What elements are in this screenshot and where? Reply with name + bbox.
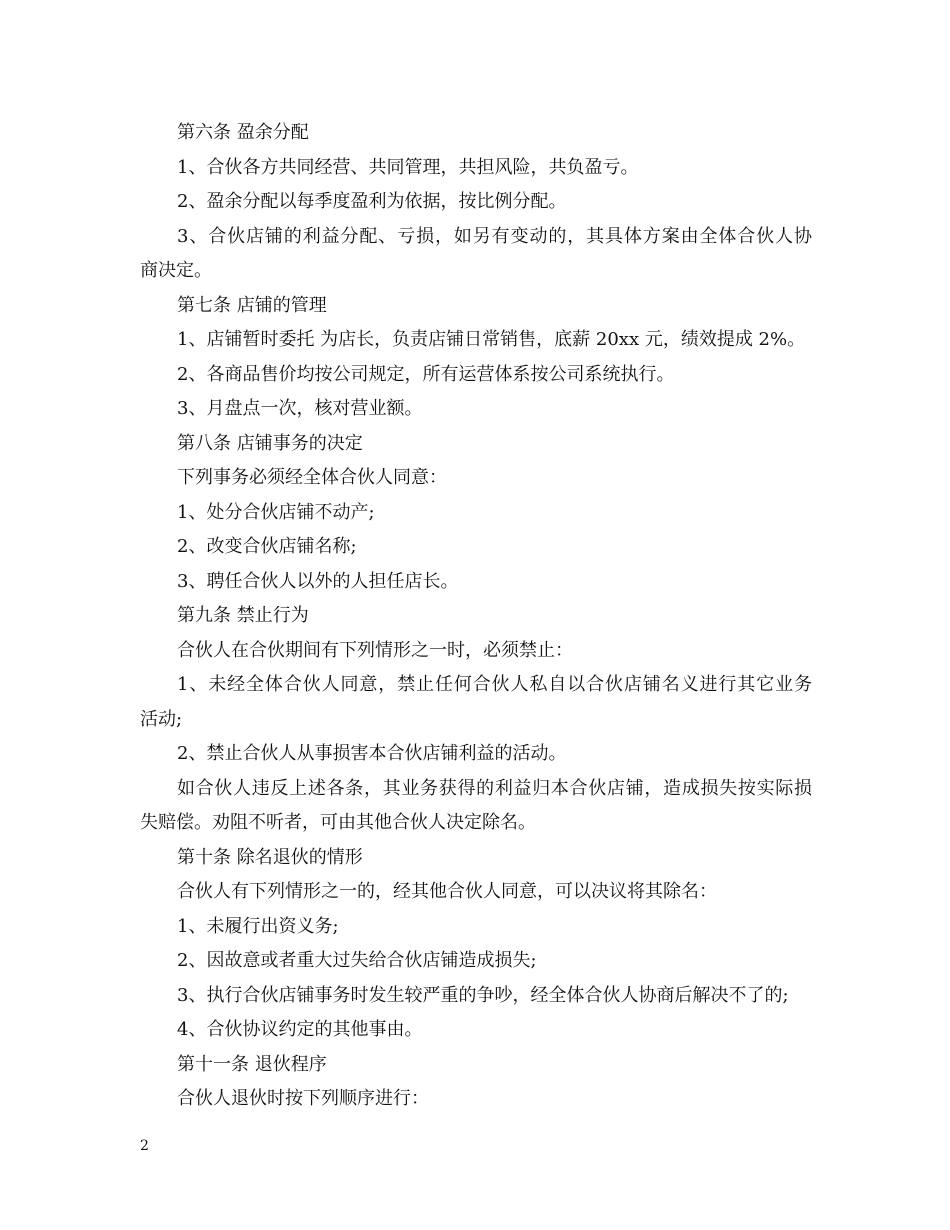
- text-line: 4、合伙协议约定的其他事由。: [177, 1019, 423, 1040]
- text-line: 3、合伙店铺的利益分配、亏损，如另有变动的，其具体方案由全体合伙人协: [177, 225, 812, 247]
- text-line: 如合伙人违反上述各条，其业务获得的利益归本合伙店铺，造成损失按实际损: [177, 777, 812, 799]
- text-line: 第九条 禁止行为: [177, 605, 309, 626]
- text-line: 1、未履行出资义务;: [177, 915, 339, 937]
- text-line: 2、禁止合伙人从事损害本合伙店铺利益的活动。: [177, 743, 567, 764]
- text-line: 2、改变合伙店铺名称;: [177, 536, 357, 557]
- text-line: 3、月盘点一次，核对营业额。: [177, 398, 423, 419]
- text-line: 第七条 店铺的管理: [177, 294, 327, 316]
- text-line: 商决定。: [140, 260, 212, 281]
- text-line: 合伙人有下列情形之一的，经其他合伙人同意，可以决议将其除名：: [177, 881, 717, 902]
- text-line: 失赔偿。劝阻不听者，可由其他合伙人决定除名。: [140, 812, 536, 833]
- document-body: [140, 116, 812, 1117]
- text-line: 2、盈余分配以每季度盈利为依据，按比例分配。: [177, 191, 567, 212]
- text-line: 2、因故意或者重大过失给合伙店铺造成损失;: [177, 950, 537, 971]
- page-number: 2: [140, 1138, 149, 1154]
- text-line: 第十一条 退伙程序: [177, 1053, 327, 1075]
- text-line: 合伙人在合伙期间有下列情形之一时，必须禁止：: [177, 639, 573, 661]
- text-line: 第六条 盈余分配: [177, 122, 309, 143]
- text-line: 1、未经全体合伙人同意，禁止任何合伙人私自以合伙店铺名义进行其它业务: [177, 674, 812, 695]
- text-line: 2、各商品售价均按公司规定，所有运营体系按公司系统执行。: [177, 363, 675, 385]
- text-line: 1、处分合伙店铺不动产;: [177, 501, 375, 523]
- text-line: 1、店铺暂时委托 为店长，负责店铺日常销售，底薪 20xx 元，绩效提成 2%。: [177, 329, 806, 350]
- text-line: 第十条 除名退伙的情形: [177, 846, 363, 868]
- text-line: 1、合伙各方共同经营、共同管理，共担风险，共负盈亏。: [177, 156, 639, 178]
- text-line: 第八条 店铺事务的决定: [177, 432, 363, 454]
- text-line: 3、执行合伙店铺事务时发生较严重的争吵，经全体合伙人协商后解决不了的;: [177, 984, 789, 1006]
- text-line: 下列事务必须经全体合伙人同意：: [177, 467, 447, 488]
- text-line: 活动;: [140, 708, 183, 730]
- text-line: 合伙人退伙时按下列顺序进行：: [177, 1088, 429, 1109]
- text-line: 3、聘任合伙人以外的人担任店长。: [177, 570, 459, 592]
